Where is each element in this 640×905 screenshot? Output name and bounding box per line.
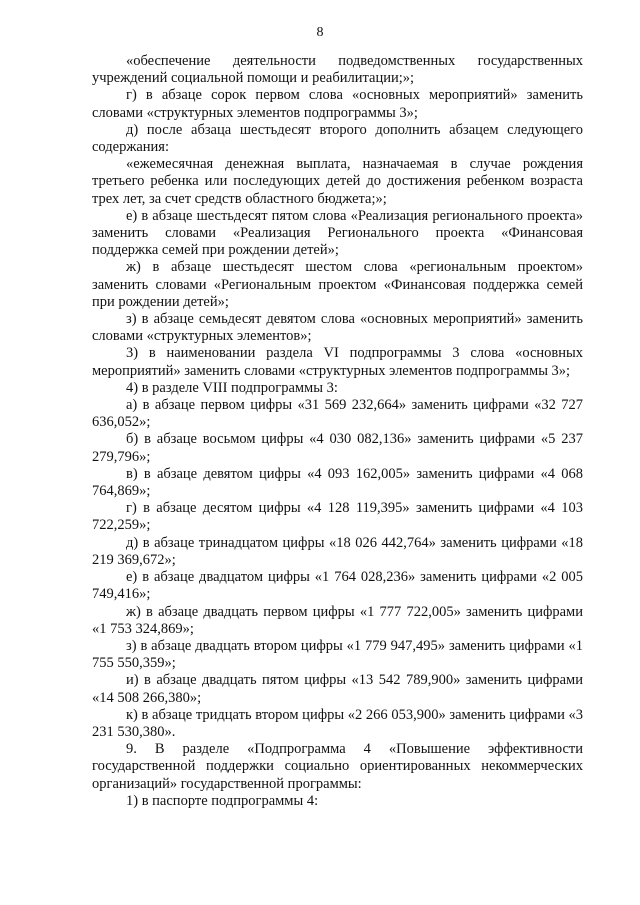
- paragraph: з) в абзаце двадцать втором цифры «1 779 947,495» заменить цифрами «1 755 550,359»;: [92, 637, 583, 672]
- document-body: [92, 53, 583, 810]
- paragraph: 1) в паспорте подпрограммы 4:: [126, 792, 319, 809]
- paragraph: «обеспечение деятельности подведомственных государственных учреждений социальной помощи и реабилитации;»;: [92, 53, 583, 87]
- paragraph: е) в абзаце шестьдесят пятом слова «Реализация регионального проекта» заменить словами «Реализация Регионального проекта «Финансовая поддержка семей при рождении детей»;: [92, 207, 583, 259]
- paragraph: б) в абзаце восьмом цифры «4 030 082,136» заменить цифрами «5 237 279,796»;: [92, 431, 583, 465]
- paragraph: г) в абзаце десятом цифры «4 128 119,395» заменить цифрами «4 103 722,259»;: [92, 500, 583, 534]
- paragraph: г) в абзаце сорок первом слова «основных мероприятий» заменить словами «структурных элементов подпрограммы 3»;: [92, 87, 583, 121]
- paragraph: «ежемесячная денежная выплата, назначаемая в случае рождения третьего ребенка или последующих детей до достижения ребенком возраста трех лет, за счет средств областного бюджета;»;: [92, 156, 583, 207]
- paragraph: 4) в разделе VIII подпрограммы 3:: [126, 379, 338, 396]
- paragraph: ж) в абзаце шестьдесят шестом слова «региональным проектом» заменить словами «Региональным проектом «Финансовая поддержка семей при рождении детей»;: [92, 259, 583, 310]
- paragraph: к) в абзаце тридцать втором цифры «2 266 053,900» заменить цифрами «3 231 530,380».: [92, 706, 583, 740]
- paragraph: д) после абзаца шестьдесят второго дополнить абзацем следующего содержания:: [92, 121, 583, 156]
- paragraph: д) в абзаце тринадцатом цифры «18 026 442,764» заменить цифрами «18 219 369,672»;: [92, 534, 583, 568]
- paragraph: з) в абзаце семьдесят девятом слова «основных мероприятий» заменить словами «структурных элементов»;: [92, 311, 583, 345]
- page-number: 8: [316, 25, 324, 40]
- paragraph: е) в абзаце двадцатом цифры «1 764 028,236» заменить цифрами «2 005 749,416»;: [92, 569, 583, 603]
- paragraph: 3) в наименовании раздела VI подпрограммы 3 слова «основных мероприятий» заменить словами «структурных элементов подпрограммы 3»;: [92, 345, 583, 379]
- paragraph: а) в абзаце первом цифры «31 569 232,664» заменить цифрами «32 727 636,052»;: [92, 397, 583, 431]
- paragraph: и) в абзаце двадцать пятом цифры «13 542 789,900» заменить цифрами «14 508 266,380»;: [92, 672, 583, 706]
- paragraph: в) в абзаце девятом цифры «4 093 162,005» заменить цифрами «4 068 764,869»;: [92, 465, 583, 500]
- paragraph: ж) в абзаце двадцать первом цифры «1 777 722,005» заменить цифрами «1 753 324,869»;: [92, 603, 583, 637]
- paragraph: 9. В разделе «Подпрограмма 4 «Повышение эффективности государственной поддержки социально ориентированных некоммерческих организаций» государственной программы:: [92, 741, 583, 792]
